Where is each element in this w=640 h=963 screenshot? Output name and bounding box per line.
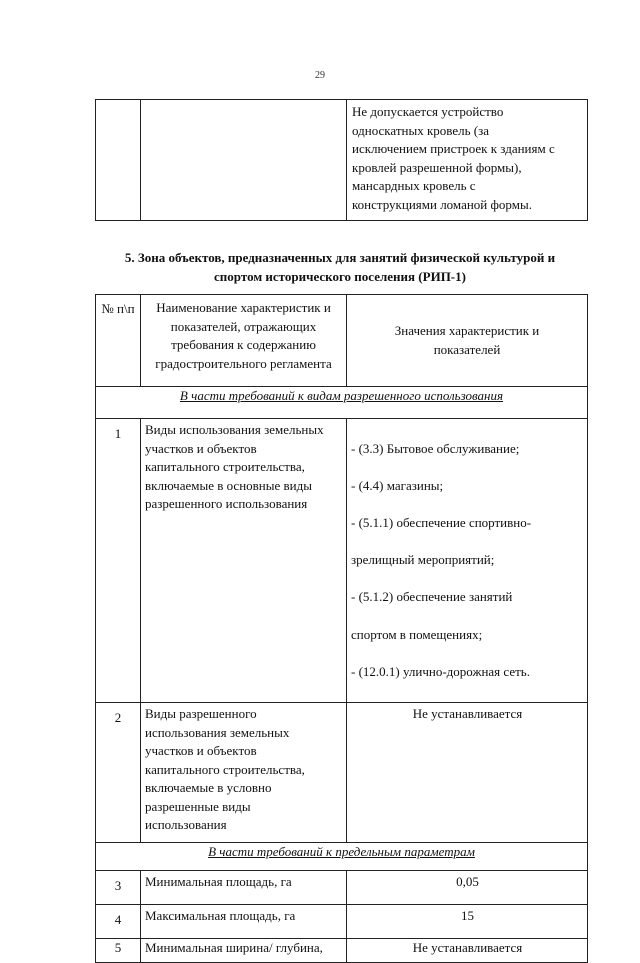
table-row [96,904,588,938]
regulation-table [95,294,588,963]
row-name: Виды разрешенного использования земельных участков и объектов капитального строительства, включаемые в условно разрешенные виды использования [141,702,347,842]
subheading-row [96,842,588,870]
value-line: - (4.4) магазины; [351,477,444,493]
row-value: 15 [347,904,588,938]
name-cell [141,100,347,221]
row-name: Максимальная площадь, га [141,904,347,938]
num-cell [96,100,141,221]
value-cell [347,100,588,221]
row-name: Виды использования земельных участков и объектов капитального строительства, включаемые в основные виды разрешенного использования [141,419,347,703]
cell-text: Не допускается устройство односкатных кровель (за исключением пристроек к зданиям с кровлей разрешенной формы), мансардных кровель с конструкциями ломаной формы. [352,104,555,212]
row-number: 4 [96,904,141,938]
table-row [96,870,588,904]
subheading-params: В части требований к предельным параметрам [96,842,588,870]
value-line: зрелищный мероприятий; [351,552,495,568]
column-header-num: № п\п [96,295,141,387]
table-row [96,419,588,703]
continuation-table [95,99,588,221]
table-row [96,938,588,962]
row-number: 3 [96,870,141,904]
section-heading [90,248,590,286]
row-number: 5 [96,938,141,962]
row-number: 1 [96,419,141,703]
row-value: Не устанавливается [347,938,588,962]
row-value: Не устанавливается [347,702,588,842]
section-heading-text: 5. Зона объектов, предназначенных для занятий физической культурой и спортом исторического поселения (РИП-1) [124,250,556,284]
column-header-name: Наименование характеристик и показателей, отражающих требования к содержанию градостроительного регламента [141,295,347,387]
column-header-value: Значения характеристик и показателей [347,295,588,387]
subheading-uses: В части требований к видам разрешенного использования [96,387,588,419]
table-row [96,702,588,842]
row-name: Минимальная ширина/ глубина, [141,938,347,962]
value-line: - (12.0.1) улично-дорожная сеть. [351,663,530,679]
row-name: Минимальная площадь, га [141,870,347,904]
table-row [96,100,588,221]
page-number: 29 [315,70,325,81]
row-value: 0,05 [347,870,588,904]
header-row [96,295,588,387]
value-line: - (3.3) Бытовое обслуживание; [351,440,520,456]
value-line: - (5.1.1) обеспечение спортивно- [351,514,532,530]
row-value-list [347,419,588,703]
row-number: 2 [96,702,141,842]
subheading-row [96,387,588,419]
value-line: спортом в помещениях; [351,626,483,642]
value-line: - (5.1.2) обеспечение занятий [351,589,513,605]
